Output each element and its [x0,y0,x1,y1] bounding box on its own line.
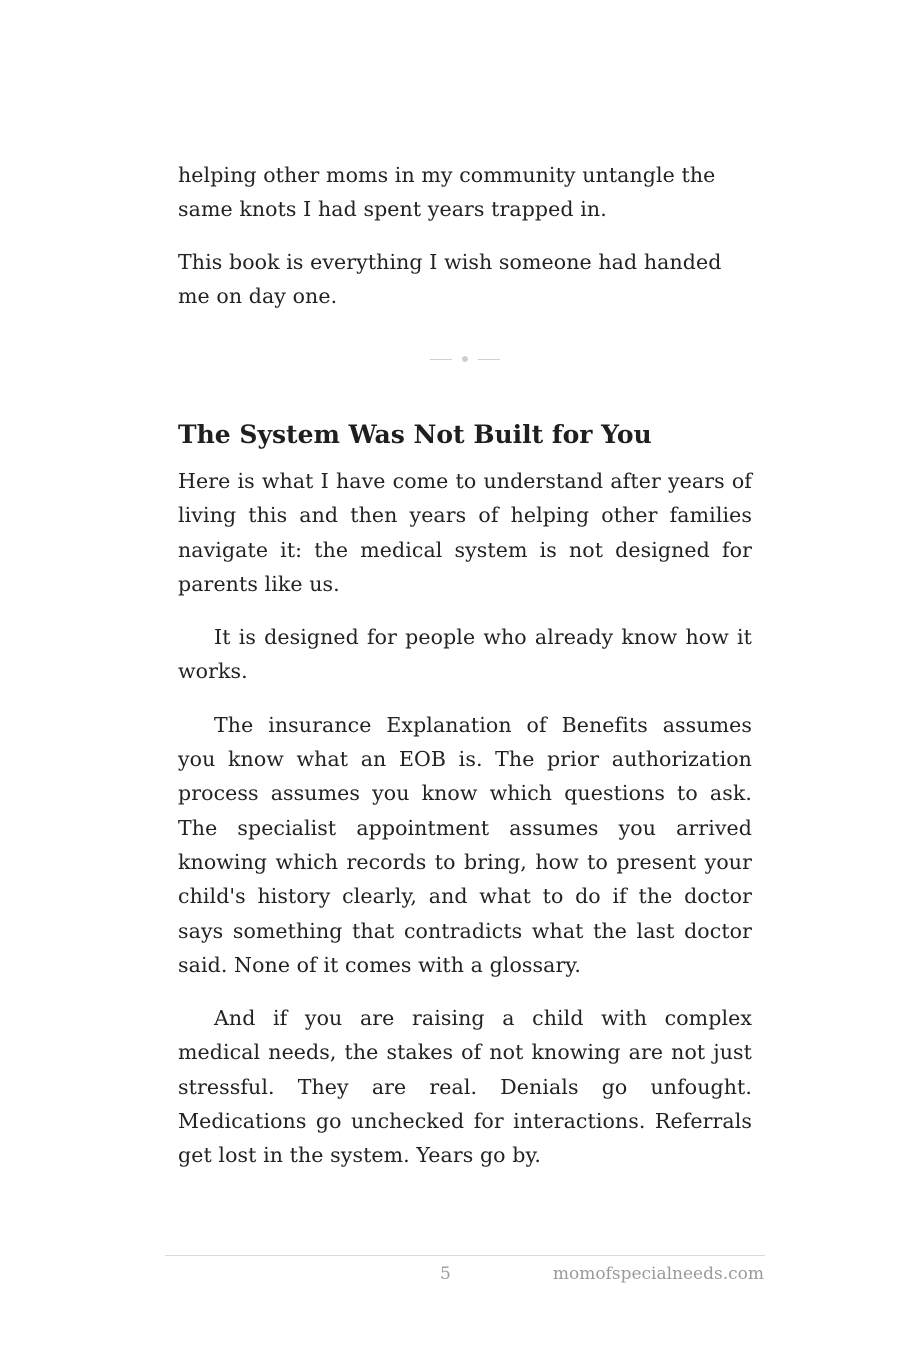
body-paragraph-4: And if you are raising a child with complex medical needs, the stakes of not knowing are not just stressful. They are real. Denials go unfought. Medications go unchecked for interactions. Referrals get lost in the system. Years go by. [178,1006,752,1168]
divider-dash-left [430,359,452,360]
divider-dot [462,356,468,362]
footer-site-url[interactable]: momofspecialneeds.com [552,1264,764,1284]
intro-paragraph-2: This book is everything I wish someone had handed me on day one. [178,249,722,308]
section-heading: The System Was Not Built for You [178,420,652,449]
body-paragraph-2: It is designed for people who already know how it works. [178,625,752,684]
divider-dash-right [478,359,500,360]
page-number: 5 [440,1264,451,1284]
page-content [178,158,752,1168]
section-body [178,464,752,1173]
body-paragraph-1: Here is what I have come to understand after years of living this and then years of helping other families navigate it: the medical system is not designed for parents like us. [178,469,752,596]
footer-divider [165,1255,765,1256]
intro-paragraph-1: helping other moms in my community untangle the same knots I had spent years trapped in. [178,163,716,222]
body-paragraph-3: The insurance Explanation of Benefits assumes you know what an EOB is. The prior authorization process assumes you know which questions to ask. The specialist appointment assumes you arrived knowing which records to bring, how to present your child's history clearly, and what to do if the doctor says something that contradicts what the last doctor said. None of it comes with a glossary. [178,712,752,977]
section-divider [178,348,752,370]
